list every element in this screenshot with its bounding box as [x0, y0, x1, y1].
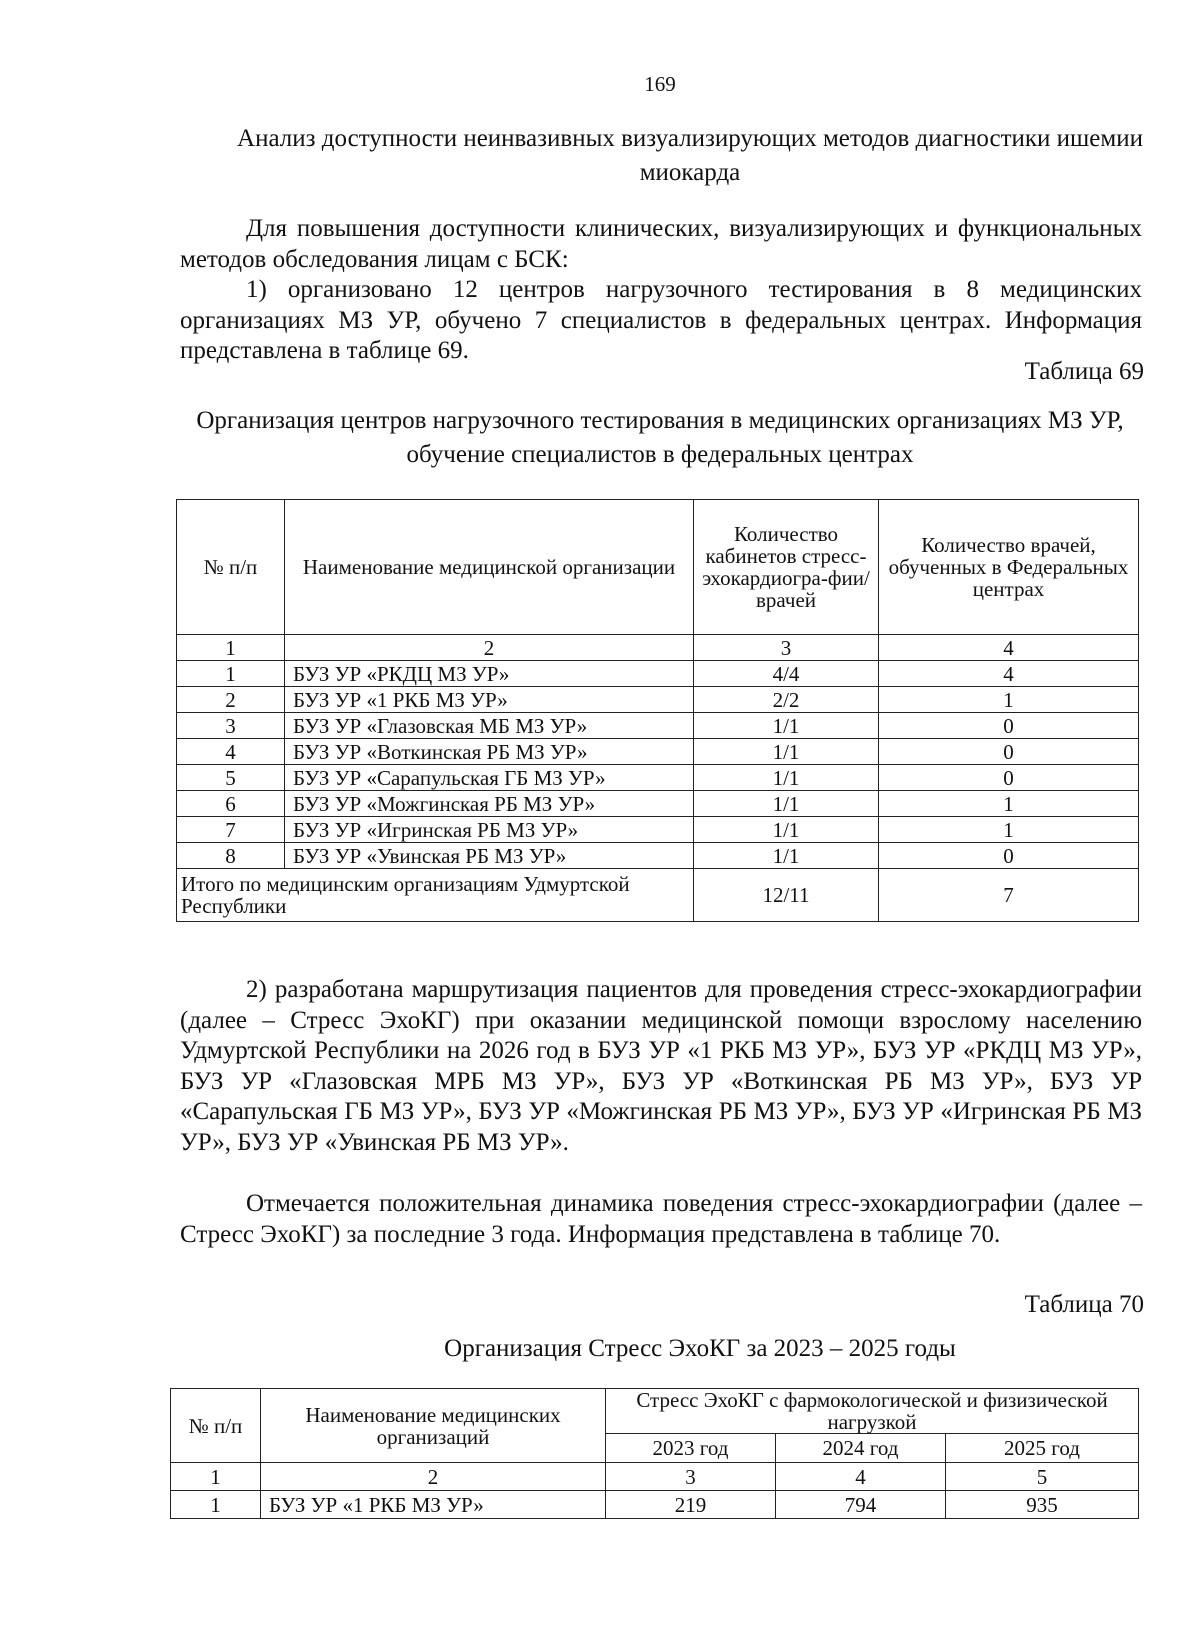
- row-number: 2: [177, 687, 285, 713]
- row-number: 7: [177, 817, 285, 843]
- table-70-caption: Организация Стресс ЭхоКГ за 2023 – 2025 годы: [444, 1335, 956, 1362]
- paragraph-dynamics: Отмечается положительная динамика поведения стресс-эхокардиографии (далее – Стресс ЭхоКГ) за последние 3 года. Информация представлена в таблице 70.: [180, 1190, 1142, 1248]
- row-value-2025: 935: [946, 1491, 1139, 1519]
- header-year-2023: 2023 год: [606, 1434, 776, 1463]
- row-trained: 0: [879, 713, 1139, 739]
- row-trained: 4: [879, 661, 1139, 687]
- table-row: [177, 687, 1139, 713]
- row-organization: БУЗ УР «Глазовская МБ МЗ УР»: [285, 713, 694, 739]
- total-label: Итого по медицинским организациям Удмуртской Республики: [177, 869, 694, 922]
- column-number: 4: [776, 1463, 946, 1491]
- header-year-2025: 2025 год: [946, 1434, 1139, 1463]
- row-trained: 0: [879, 739, 1139, 765]
- header-number: № п/п: [171, 1389, 261, 1463]
- header-year-2024: 2024 год: [776, 1434, 946, 1463]
- row-number: 8: [177, 843, 285, 869]
- total-cabinets: 12/11: [694, 869, 879, 922]
- row-trained: 0: [879, 765, 1139, 791]
- paragraph-item-2: 2) разработана маршрутизация пациентов для проведения стресс-эхокардиографии (далее – Стресс ЭхоКГ) при оказании медицинской помощи взрослому населению Удмуртской Республики на 2026 год в БУЗ УР «1 РКБ МЗ УР», БУЗ УР «РКДЦ МЗ УР», БУЗ УР «Глазовская МРБ МЗ УР», БУЗ УР «Воткинская РБ МЗ УР», БУЗ УР «Сарапульская ГБ МЗ УР», БУЗ УР «Можгинская РБ МЗ УР», БУЗ УР «Игринская РБ МЗ УР», БУЗ УР «Увинская РБ МЗ УР».: [180, 976, 1142, 1156]
- row-cabinets: 1/1: [694, 713, 879, 739]
- column-number: 4: [879, 635, 1139, 661]
- column-number-row: [177, 635, 1139, 661]
- row-trained: 1: [879, 687, 1139, 713]
- total-row: [177, 869, 1139, 922]
- row-trained: 1: [879, 791, 1139, 817]
- paragraph-item-1: 1) организовано 12 центров нагрузочного тестирования в 8 медицинских организациях МЗ УР, обучено 7 специалистов в федеральных центрах. Информация представлена в таблице 69.: [180, 276, 1142, 364]
- column-number: 1: [171, 1463, 261, 1491]
- page-number: 169: [644, 72, 676, 96]
- row-cabinets: 2/2: [694, 687, 879, 713]
- row-value-2023: 219: [606, 1491, 776, 1519]
- column-number: 2: [261, 1463, 606, 1491]
- table-row: [177, 843, 1139, 869]
- section-heading: Анализ доступности неинвазивных визуализирующих методов диагностики ишемии миокарда: [237, 125, 1143, 186]
- header-trained-doctors: Количество врачей, обученных в Федеральных центрах: [879, 500, 1139, 635]
- row-number: 5: [177, 765, 285, 791]
- row-organization: БУЗ УР «1 РКБ МЗ УР»: [261, 1491, 606, 1519]
- row-number: 1: [177, 661, 285, 687]
- column-number: 3: [606, 1463, 776, 1491]
- table-row: [177, 817, 1139, 843]
- table-70: [170, 1388, 1139, 1519]
- table-row: [177, 791, 1139, 817]
- table-header-row: [171, 1389, 1139, 1434]
- row-organization: БУЗ УР «Сарапульская ГБ МЗ УР»: [285, 765, 694, 791]
- row-organization: БУЗ УР «1 РКБ МЗ УР»: [285, 687, 694, 713]
- row-number: 1: [171, 1491, 261, 1519]
- header-stress-echo-group: Стресс ЭхоКГ с фармокологической и физизической нагрузкой: [606, 1389, 1139, 1434]
- row-value-2024: 794: [776, 1491, 946, 1519]
- row-trained: 0: [879, 843, 1139, 869]
- table-header-row: [177, 500, 1139, 635]
- row-cabinets: 1/1: [694, 843, 879, 869]
- column-number: 3: [694, 635, 879, 661]
- table-row: [177, 765, 1139, 791]
- paragraph-intro: Для повышения доступности клинических, визуализирующих и функциональных методов обследования лицам с БСК:: [180, 215, 1142, 273]
- row-organization: БУЗ УР «Увинская РБ МЗ УР»: [285, 843, 694, 869]
- header-cabinets: Количество кабинетов стресс-эхокардиогра-фии/врачей: [694, 500, 879, 635]
- table-69: [176, 499, 1139, 922]
- row-organization: БУЗ УР «Можгинская РБ МЗ УР»: [285, 791, 694, 817]
- row-trained: 1: [879, 817, 1139, 843]
- row-cabinets: 1/1: [694, 739, 879, 765]
- header-number: № п/п: [177, 500, 285, 635]
- row-number: 6: [177, 791, 285, 817]
- row-cabinets: 1/1: [694, 765, 879, 791]
- column-number: 1: [177, 635, 285, 661]
- row-number: 4: [177, 739, 285, 765]
- header-organizations: Наименование медицинских организаций: [261, 1389, 606, 1463]
- column-number: 5: [946, 1463, 1139, 1491]
- row-organization: БУЗ УР «РКДЦ МЗ УР»: [285, 661, 694, 687]
- row-cabinets: 1/1: [694, 817, 879, 843]
- total-trained: 7: [879, 869, 1139, 922]
- table-69-label: Таблица 69: [1024, 358, 1144, 385]
- row-organization: БУЗ УР «Игринская РБ МЗ УР»: [285, 817, 694, 843]
- row-number: 3: [177, 713, 285, 739]
- column-number: 2: [285, 635, 694, 661]
- table-row: [177, 661, 1139, 687]
- column-number-row: [171, 1463, 1139, 1491]
- table-row: [177, 713, 1139, 739]
- header-organization: Наименование медицинской организации: [285, 500, 694, 635]
- table-70-label: Таблица 70: [1024, 1291, 1144, 1318]
- row-cabinets: 1/1: [694, 791, 879, 817]
- table-row: [177, 739, 1139, 765]
- table-69-caption: Организация центров нагрузочного тестирования в медицинских организациях МЗ УР, обучение специалистов в федеральных центрах: [196, 407, 1124, 468]
- row-organization: БУЗ УР «Воткинская РБ МЗ УР»: [285, 739, 694, 765]
- table-row: [171, 1491, 1139, 1519]
- row-cabinets: 4/4: [694, 661, 879, 687]
